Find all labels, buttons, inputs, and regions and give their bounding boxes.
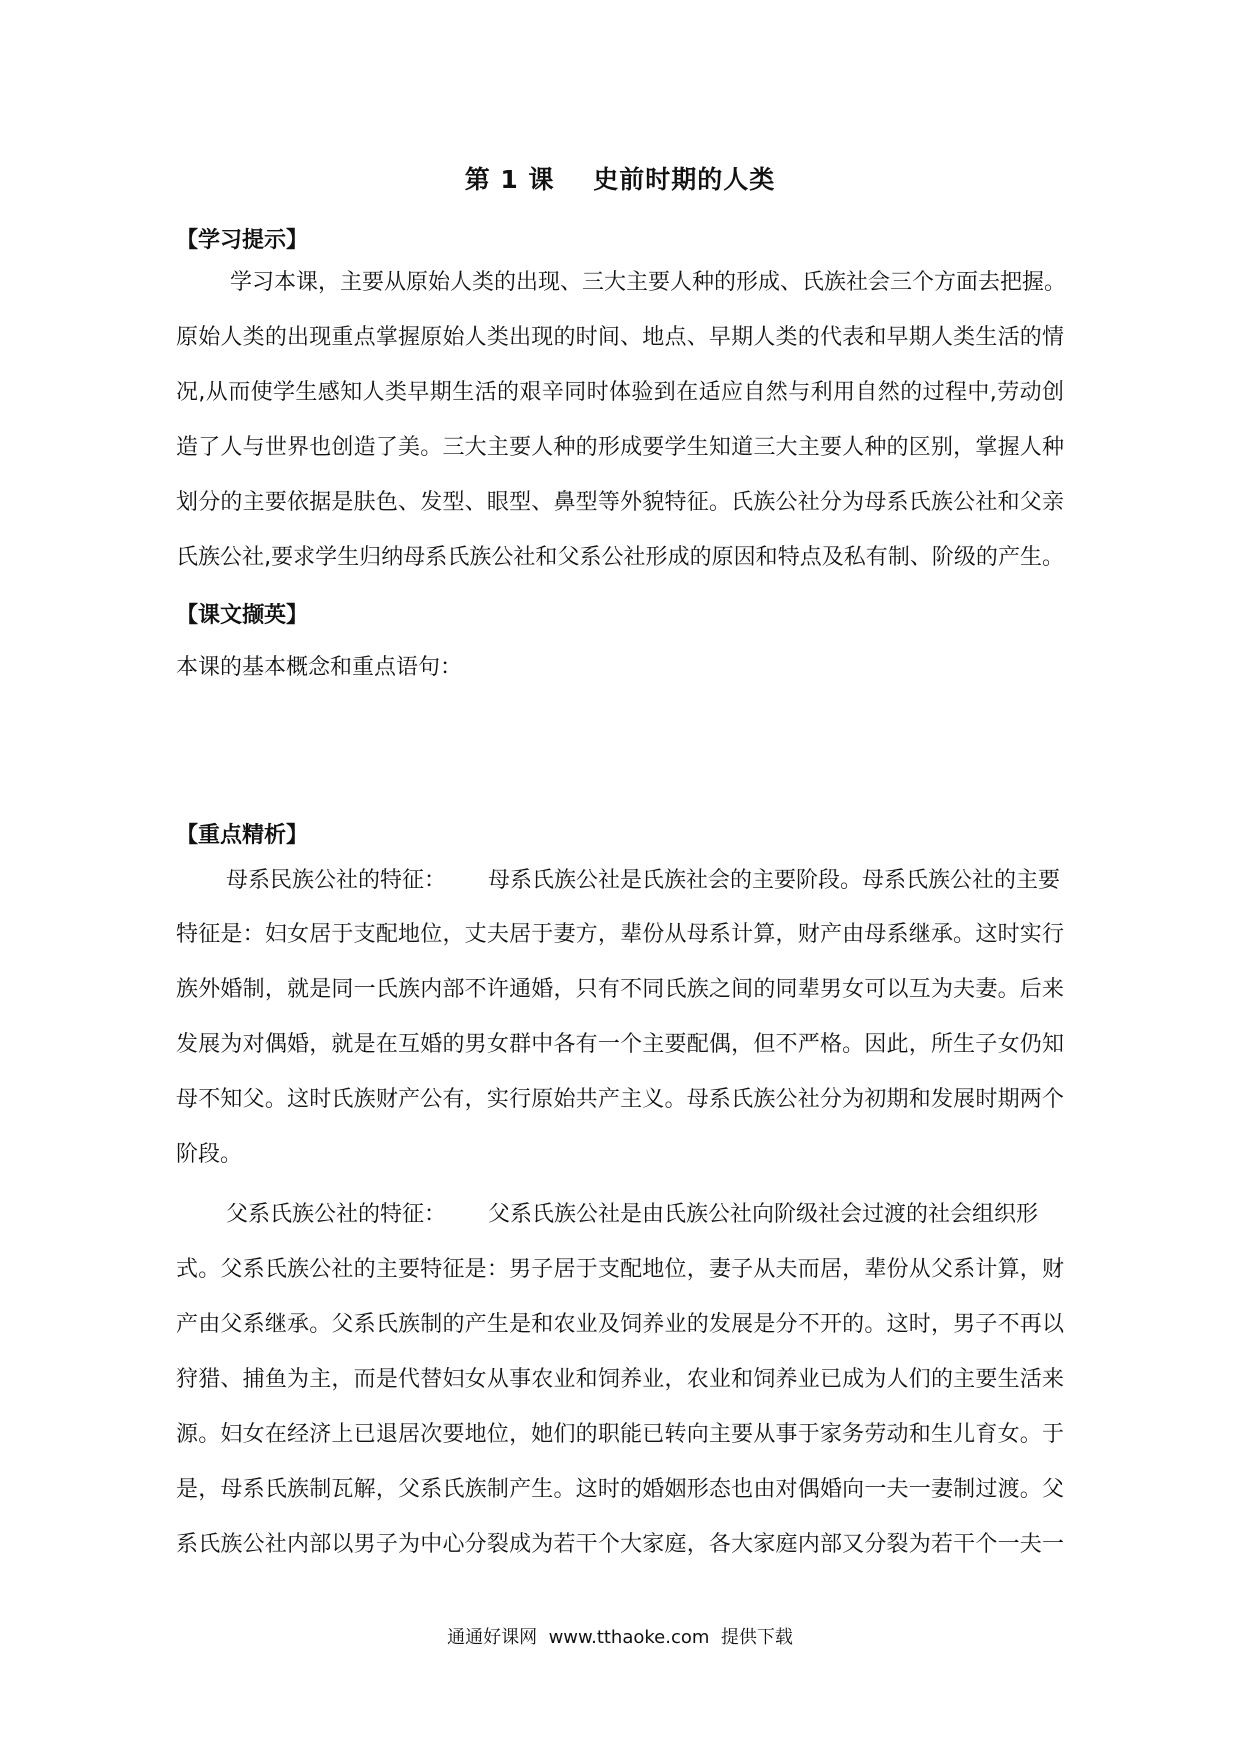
analysis-para1-line: 母系民族公社的特征： 母系氏族公社是氏族社会的主要阶段。母系氏族公社的主要	[226, 868, 1060, 893]
analysis-para2-line: 父系氏族公社的特征： 父系氏族公社是由氏族公社向阶级社会过渡的社会组织形	[226, 1202, 1038, 1227]
page-footer: 通通好课网 www.tthaoke.com 提供下载	[447, 1627, 793, 1648]
analysis-para1-line: 阶段。	[176, 1142, 243, 1167]
analysis-para2-line: 产由父系继承。父系氏族制的产生是和农业及饲养业的发展是分不开的。这时，男子不再以	[176, 1312, 1064, 1337]
section-heading-analysis: 【重点精析】	[176, 823, 309, 848]
analysis-para2-line: 系氏族公社内部以男子为中心分裂成为若干个大家庭，各大家庭内部又分裂为若干个一夫一	[176, 1532, 1064, 1557]
analysis-para2-line: 是，母系氏族制瓦解，父系氏族制产生。这时的婚姻形态也由对偶婚向一夫一妻制过渡。父	[176, 1477, 1064, 1502]
analysis-para1-line: 发展为对偶婚，就是在互婚的男女群中各有一个主要配偶，但不严格。因此，所生子女仍知	[176, 1032, 1064, 1057]
page-title: 第 1 课 史前时期的人类	[464, 165, 776, 194]
section-heading-tips: 【学习提示】	[176, 228, 309, 253]
tips-line: 况,从而使学生感知人类早期生活的艰辛同时体验到在适应自然与利用自然的过程中,劳动创	[176, 380, 1064, 405]
tips-line: 氏族公社,要求学生归纳母系氏族公社和父系公社形成的原因和特点及私有制、阶级的产生。	[176, 545, 1064, 570]
analysis-para2-line: 式。父系氏族公社的主要特征是：男子居于支配地位，妻子从夫而居，辈份从父系计算，财	[176, 1257, 1064, 1282]
tips-line: 学习本课，主要从原始人类的出现、三大主要人种的形成、氏族社会三个方面去把握。	[230, 270, 1067, 295]
analysis-para1-line: 母不知父。这时氏族财产公有，实行原始共产主义。母系氏族公社分为初期和发展时期两个	[176, 1087, 1064, 1112]
analysis-para2-line: 源。妇女在经济上已退居次要地位，她们的职能已转向主要从事于家务劳动和生儿育女。于	[176, 1422, 1064, 1447]
analysis-para1-line: 族外婚制，就是同一氏族内部不许通婚，只有不同氏族之间的同辈男女可以互为夫妻。后来	[176, 977, 1064, 1002]
section-heading-excerpt: 【课文撷英】	[176, 603, 309, 628]
tips-line: 原始人类的出现重点掌握原始人类出现的时间、地点、早期人类的代表和早期人类生活的情	[176, 325, 1064, 350]
analysis-para1-line: 特征是：妇女居于支配地位，丈夫居于妻方，辈份从母系计算，财产由母系继承。这时实行	[176, 922, 1064, 947]
analysis-para2-line: 狩猎、捕鱼为主，而是代替妇女从事农业和饲养业，农业和饲养业已成为人们的主要生活来	[176, 1367, 1064, 1392]
tips-line: 划分的主要依据是肤色、发型、眼型、鼻型等外貌特征。氏族公社分为母系氏族公社和父亲	[176, 490, 1064, 515]
excerpt-line: 本课的基本概念和重点语句：	[176, 655, 463, 680]
tips-line: 造了人与世界也创造了美。三大主要人种的形成要学生知道三大主要人种的区别，掌握人种	[176, 435, 1064, 460]
